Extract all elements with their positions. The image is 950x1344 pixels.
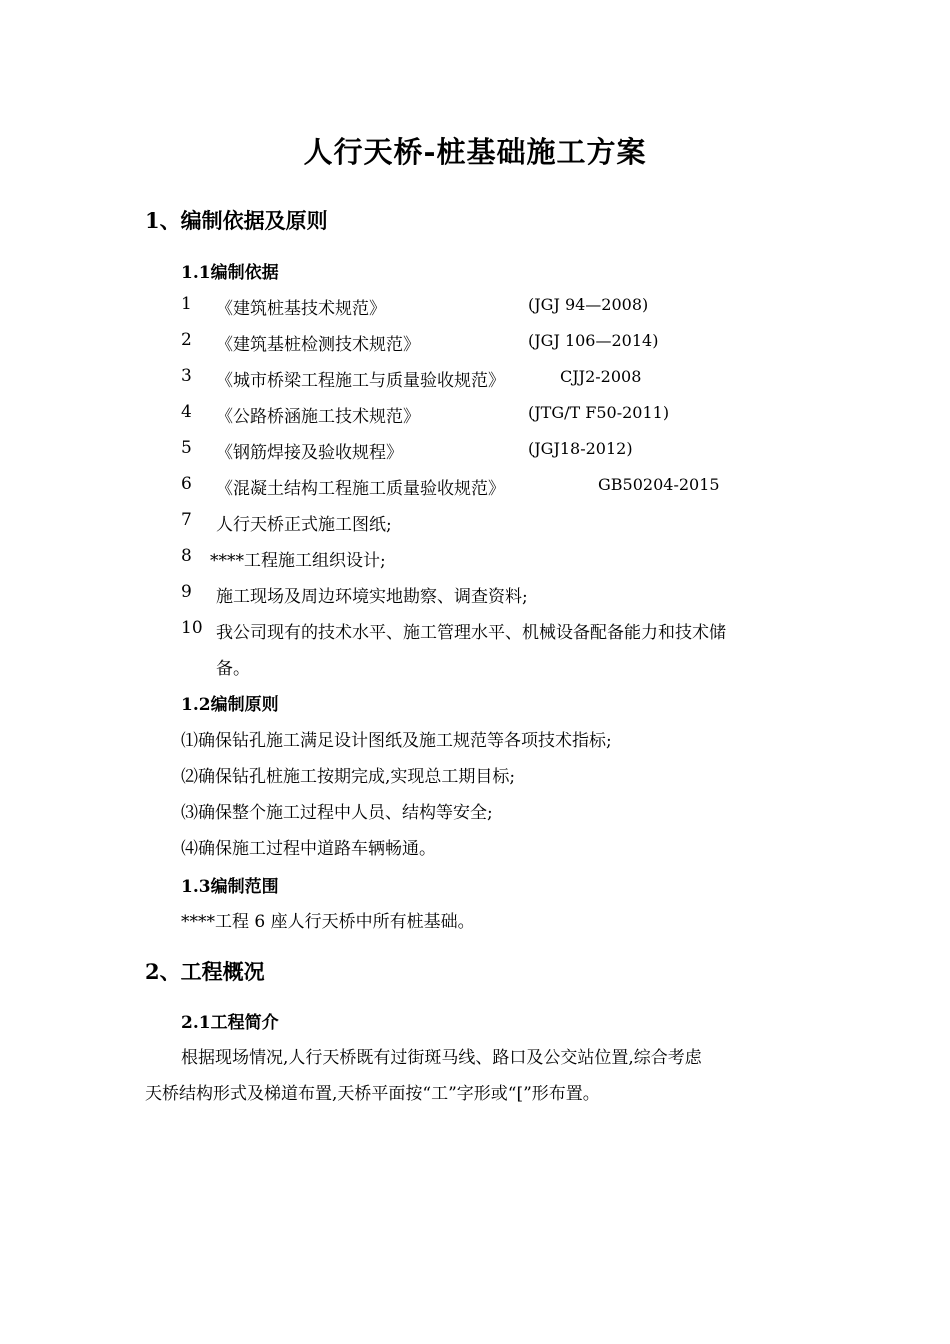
basis-item-continuation: 备。 [216,659,250,679]
basis-item-number: 9 [181,582,192,602]
document-title: 人行天桥-桩基础施工方案 [303,135,647,169]
basis-item-code: (JTG/T F50-2011) [528,403,670,422]
basis-item-text: 《公路桥涵施工技术规范》 [216,407,420,427]
basis-item-text: 我公司现有的技术水平、施工管理水平、机械设备配备能力和技术储 [216,623,726,643]
basis-item-number: 8 [181,546,192,566]
overview-paragraph-line: 根据现场情况,人行天桥既有过街斑马线、路口及公交站位置,综合考虑 [181,1048,702,1068]
basis-item-text: 《钢筋焊接及验收规程》 [216,443,403,463]
basis-item-code: (JGJ 94—2008) [528,295,649,314]
section-2-1-heading: 2.1工程简介 [181,1013,279,1033]
principle-item: ⑴确保钻孔施工满足设计图纸及施工规范等各项技术指标; [181,731,612,751]
overview-paragraph-line: 天桥结构形式及梯道布置,天桥平面按“工”字形或“[”形布置。 [145,1084,600,1104]
section-2-heading: 2、工程概况 [145,959,265,984]
basis-item-number: 1 [181,294,192,314]
basis-item-number: 5 [181,438,192,458]
basis-item-code: GB50204-2015 [598,475,720,494]
basis-item-text: ****工程施工组织设计; [210,551,386,571]
basis-item-text: 人行天桥正式施工图纸; [216,515,392,535]
basis-item-code: (JGJ18-2012) [528,439,633,458]
principle-item: ⑵确保钻孔桩施工按期完成,实现总工期目标; [181,767,516,787]
basis-item-number: 7 [181,510,192,530]
principle-item: ⑶确保整个施工过程中人员、结构等安全; [181,803,493,823]
basis-item-code: (JGJ 106—2014) [528,331,659,350]
basis-item-text: 《建筑基桩检测技术规范》 [216,335,420,355]
basis-item-number: 6 [181,474,192,494]
scope-text: ****工程 6 座人行天桥中所有桩基础。 [181,912,475,932]
section-1-3-heading: 1.3编制范围 [181,877,279,897]
basis-item-text: 《城市桥梁工程施工与质量验收规范》 [216,371,505,391]
basis-item-text: 施工现场及周边环境实地勘察、调查资料; [216,587,528,607]
basis-item-text: 《建筑桩基技术规范》 [216,299,386,319]
basis-item-text: 《混凝土结构工程施工质量验收规范》 [216,479,505,499]
basis-item-number: 3 [181,366,192,386]
section-1-1-heading: 1.1编制依据 [181,263,279,283]
basis-item-code: CJJ2-2008 [560,367,642,386]
section-1-heading: 1、编制依据及原则 [145,208,328,233]
basis-item-number: 4 [181,402,192,422]
section-1-2-heading: 1.2编制原则 [181,695,279,715]
basis-item-number: 2 [181,330,192,350]
principle-item: ⑷确保施工过程中道路车辆畅通。 [181,839,436,859]
basis-item-number: 10 [181,618,203,638]
